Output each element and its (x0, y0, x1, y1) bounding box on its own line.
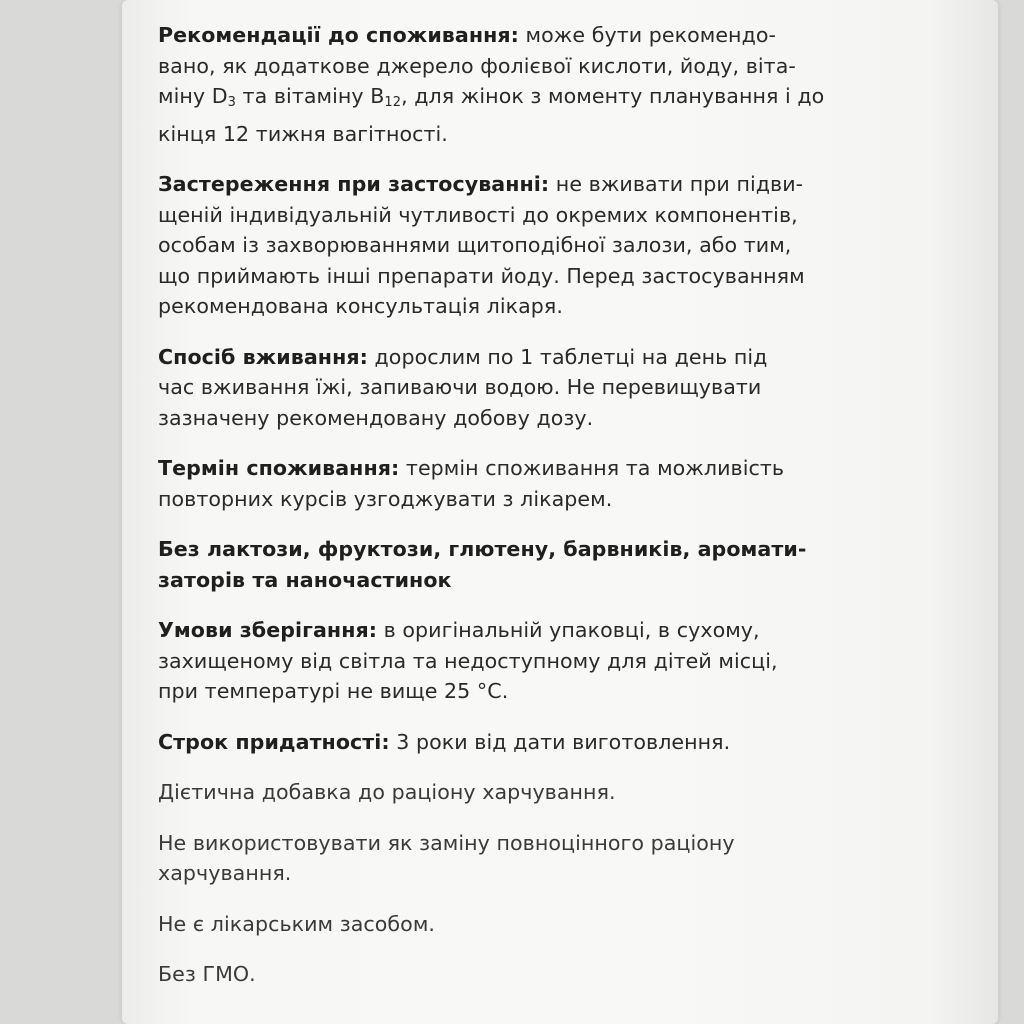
text-line: захищеному від світла та недоступному для дітей місці, (158, 648, 778, 673)
text-line: Застереження при застосуванні: не вживати при підви- (158, 172, 804, 196)
text-line: при температурі не вище 25 °С. (158, 679, 509, 703)
text-line: Спосіб вживання: дорослим по 1 таблетці на день під (158, 344, 768, 369)
text-line: що приймають інші препарати йоду. Перед застосуванням (158, 263, 805, 288)
section-not-medicine (158, 909, 858, 940)
subscript: 3 (227, 95, 236, 110)
section-storage (158, 615, 858, 707)
section-heading: Рекомендації до споживання: (158, 23, 519, 47)
section-heading: Спосіб вживання: (158, 344, 368, 369)
text-line: Термін споживання: термін споживання та можливість (158, 456, 785, 480)
text-line: час вживання їжі, запиваючи водою. Не перевищувати (158, 375, 762, 399)
section-not-replacement (158, 828, 858, 889)
text-line: міну $D_3$ та вітаміну $B_{12}$, для жінок з моменту планування і до (158, 84, 825, 110)
section-recommendations (158, 20, 858, 149)
text-line: Не використовувати як заміну повноцінного раціону (158, 830, 735, 855)
text-line: харчування. (158, 861, 292, 885)
text-line: щеній індивідуальній чутливості до окремих компонентів, (158, 202, 798, 227)
text-line: повторних курсів узгоджувати з лікарем. (158, 486, 613, 511)
section-warnings (158, 169, 858, 322)
section-gmo (158, 959, 858, 990)
text-line: Без ГМО. (158, 962, 256, 986)
section-term (158, 453, 858, 514)
section-free-from (158, 534, 858, 595)
section-shelf-life (158, 727, 858, 758)
subscript: 12 (384, 95, 402, 110)
section-heading: Застереження при застосуванні: (158, 172, 550, 196)
section-usage (158, 342, 858, 434)
text-line: Строк придатності: 3 роки від дати виготовлення. (158, 729, 731, 754)
section-heading: Без лактози, фруктози, глютену, барвників, аромати- (158, 537, 807, 561)
text-line: кінця 12 тижня вагітності. (158, 121, 448, 146)
section-heading: заторів та наночастинок (158, 567, 452, 592)
text-line: Не є лікарським засобом. (158, 911, 436, 936)
text-line: зазначену рекомендовану добову дозу. (158, 405, 594, 430)
document-text (158, 20, 858, 1010)
text-line: особам із захворюваннями щитоподібної залози, або тим, (158, 233, 792, 257)
text-line: Умови зберігання: в оригінальній упаковці, в сухому, (158, 618, 760, 642)
section-supplement (158, 777, 858, 808)
section-heading: Строк придатності: (158, 729, 390, 754)
text-line: Дієтична добавка до раціону харчування. (158, 780, 616, 804)
text-line: рекомендована консультація лікаря. (158, 294, 563, 318)
text-line: вано, як додаткове джерело фолієвої кислоти, йоду, віта- (158, 53, 796, 78)
section-heading: Умови зберігання: (158, 618, 378, 642)
section-heading: Термін споживання: (158, 456, 400, 480)
text-line: Рекомендації до споживання: може бути рекомендо- (158, 23, 776, 47)
